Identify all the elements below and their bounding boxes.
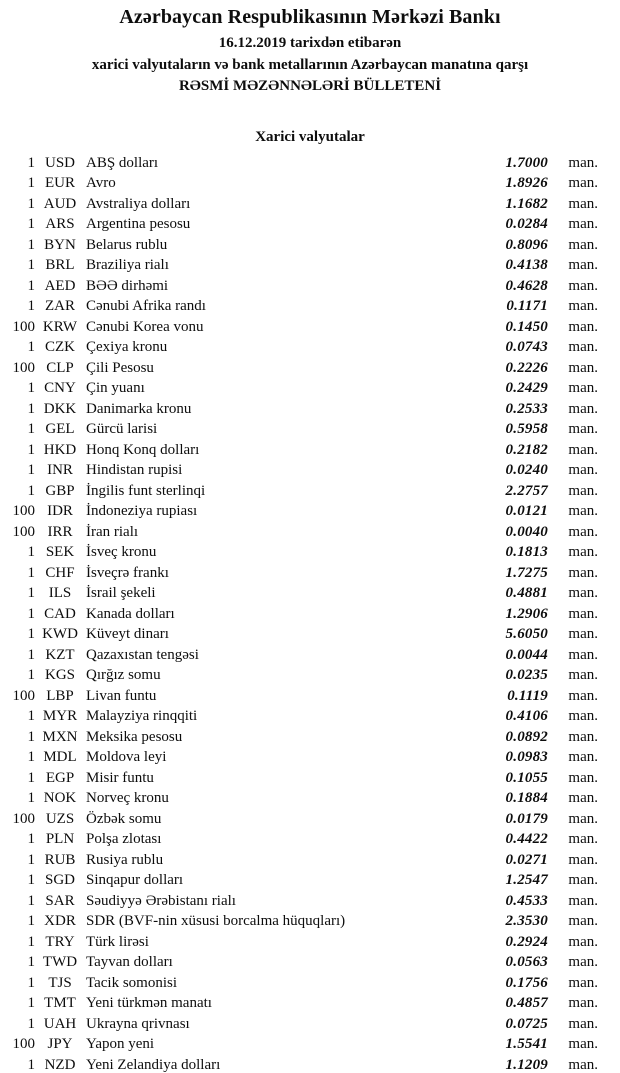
row-currency-code: ZAR [45, 298, 75, 314]
row-rate: 0.0040 [505, 523, 548, 540]
row-unit: man. [568, 175, 598, 191]
table-row [0, 850, 598, 871]
table-row [0, 501, 598, 522]
row-rate: 0.1813 [505, 544, 548, 560]
row-unit: man. [568, 257, 598, 273]
row-quantity: 1 [27, 462, 35, 478]
row-unit: man. [568, 646, 598, 663]
row-quantity: 1 [27, 831, 35, 847]
row-rate: 0.4422 [505, 831, 548, 847]
row-currency-name: Səudiyyə Ərəbistanı rialı [86, 892, 236, 909]
row-quantity: 1 [27, 564, 35, 581]
table-row [0, 870, 598, 891]
row-unit: man. [568, 154, 598, 171]
row-currency-code: SEK [45, 544, 75, 560]
row-rate: 1.8926 [505, 175, 548, 191]
row-unit: man. [568, 359, 598, 376]
row-currency-code: MXN [42, 728, 78, 745]
row-quantity: 1 [27, 1056, 35, 1073]
table-row [0, 727, 598, 748]
row-rate: 0.1884 [505, 790, 548, 806]
row-currency-name: Tayvan dolları [86, 954, 173, 970]
row-quantity: 1 [27, 749, 35, 765]
row-unit: man. [568, 872, 598, 888]
row-rate: 0.2429 [505, 380, 548, 396]
table-row [0, 973, 598, 994]
row-currency-code: IDR [47, 503, 73, 519]
row-rate: 0.0725 [505, 1015, 548, 1032]
row-unit: man. [568, 421, 598, 437]
row-rate: 0.2533 [505, 400, 548, 417]
row-quantity: 100 [12, 318, 35, 335]
row-currency-name: İndoneziya rupiası [86, 503, 198, 519]
subject-line: xarici valyutaların və bank metallarının Azərbaycan manatına qarşı [91, 56, 529, 73]
row-unit: man. [568, 339, 598, 355]
row-quantity: 1 [27, 605, 35, 622]
row-currency-name: Çin yuanı [86, 380, 145, 396]
row-currency-name: Sinqapur dolları [86, 872, 184, 888]
row-unit: man. [568, 708, 598, 724]
row-quantity: 1 [27, 872, 35, 888]
table-row [0, 440, 598, 461]
row-unit: man. [568, 954, 598, 970]
table-row [0, 583, 598, 604]
row-currency-code: DKK [43, 400, 77, 417]
row-currency-name: Özbək somu [86, 810, 162, 827]
table-row [0, 194, 598, 215]
table-row [0, 665, 598, 686]
table-row [0, 522, 598, 543]
table-row [0, 173, 598, 194]
row-unit: man. [568, 482, 598, 499]
row-currency-code: NOK [43, 790, 77, 806]
row-rate: 0.0235 [505, 667, 548, 683]
row-quantity: 1 [27, 728, 35, 745]
row-rate: 1.1209 [505, 1056, 548, 1073]
table-row [0, 932, 598, 953]
row-currency-name: Ukrayna qrivnası [86, 1015, 190, 1032]
row-currency-name: Yeni Zelandiya dolları [86, 1056, 221, 1073]
row-quantity: 1 [27, 790, 35, 806]
row-quantity: 1 [27, 195, 35, 212]
row-currency-code: TJS [48, 974, 72, 991]
row-currency-code: MYR [42, 708, 78, 724]
row-currency-code: BRL [45, 257, 75, 273]
row-currency-name: Cənubi Afrika randı [86, 298, 206, 314]
table-row [0, 542, 598, 563]
row-unit: man. [568, 523, 598, 540]
row-currency-code: CNY [44, 380, 76, 396]
row-currency-name: İsveçrə frankı [86, 564, 169, 581]
row-quantity: 1 [27, 769, 35, 786]
row-quantity: 1 [27, 892, 35, 909]
row-currency-code: AUD [43, 195, 77, 212]
row-currency-name: Tacik somonisi [86, 974, 178, 991]
row-currency-name: Honq Konq dolları [86, 441, 200, 458]
table-row [0, 358, 598, 379]
row-rate: 5.6050 [505, 626, 548, 642]
bulletin-title: RƏSMİ MƏZƏNNƏLƏRİ BÜLLETENİ [178, 78, 442, 94]
row-rate: 0.0284 [505, 216, 548, 232]
row-rate: 0.0240 [505, 462, 548, 478]
row-rate: 1.7000 [505, 154, 548, 171]
row-unit: man. [568, 462, 598, 478]
row-currency-code: AED [44, 277, 76, 294]
row-rate: 0.4857 [505, 995, 548, 1011]
row-quantity: 100 [12, 359, 35, 376]
row-quantity: 100 [12, 810, 35, 827]
row-rate: 0.2924 [505, 933, 548, 950]
row-quantity: 1 [27, 421, 35, 437]
row-currency-code: EGP [45, 769, 75, 786]
row-unit: man. [568, 1015, 598, 1032]
row-currency-name: Moldova leyi [86, 749, 167, 765]
row-currency-code: KWD [42, 626, 78, 642]
row-currency-name: Qazaxıstan tengəsi [86, 646, 199, 663]
row-quantity: 1 [27, 974, 35, 991]
row-currency-code: IRR [47, 523, 73, 540]
row-currency-code: USD [44, 154, 75, 171]
row-quantity: 1 [27, 216, 35, 232]
row-currency-code: INR [47, 462, 73, 478]
row-currency-name: Misir funtu [86, 769, 154, 786]
table-row [0, 460, 598, 481]
row-quantity: 100 [12, 1036, 35, 1052]
table-row [0, 276, 598, 297]
row-rate: 0.0983 [505, 749, 548, 765]
row-currency-name: Livan funtu [86, 687, 157, 704]
row-unit: man. [568, 769, 598, 786]
row-unit: man. [568, 277, 598, 294]
table-row [0, 706, 598, 727]
table-row [0, 645, 598, 666]
row-rate: 0.4628 [505, 277, 548, 294]
row-unit: man. [568, 380, 598, 396]
row-currency-code: RUB [44, 851, 76, 868]
row-currency-name: Yeni türkmən manatı [86, 995, 212, 1011]
row-rate: 0.0271 [505, 851, 548, 868]
row-rate: 0.4138 [505, 257, 548, 273]
row-currency-code: KZT [45, 646, 75, 663]
row-rate: 1.5541 [505, 1036, 548, 1052]
row-currency-name: Çili Pesosu [86, 359, 154, 376]
table-row [0, 337, 598, 358]
row-currency-name: Belarus rublu [86, 236, 168, 253]
row-currency-name: İsrail şekeli [86, 585, 156, 601]
row-rate: 1.1682 [505, 195, 548, 212]
row-unit: man. [568, 605, 598, 622]
row-rate: 0.4881 [505, 585, 548, 601]
row-unit: man. [568, 892, 598, 909]
row-rate: 0.0892 [505, 728, 548, 745]
row-rate: 0.1756 [505, 974, 548, 991]
table-row [0, 911, 598, 932]
row-quantity: 1 [27, 441, 35, 458]
row-unit: man. [568, 790, 598, 806]
table-row [0, 891, 598, 912]
row-currency-name: İran rialı [86, 523, 139, 540]
row-quantity: 100 [12, 687, 35, 704]
table-row [0, 399, 598, 420]
table-row [0, 419, 598, 440]
row-quantity: 1 [27, 257, 35, 273]
row-unit: man. [568, 564, 598, 581]
row-unit: man. [568, 810, 598, 827]
table-row [0, 563, 598, 584]
row-unit: man. [568, 974, 598, 991]
row-rate: 2.3530 [505, 913, 548, 929]
row-currency-name: Polşa zlotası [86, 831, 162, 847]
table-row [0, 768, 598, 789]
row-rate: 0.5958 [505, 421, 548, 437]
row-unit: man. [568, 585, 598, 601]
row-unit: man. [568, 626, 598, 642]
document-header [0, 5, 598, 98]
row-currency-name: Gürcü larisi [86, 421, 158, 437]
row-quantity: 1 [27, 646, 35, 663]
row-rate: 0.2182 [505, 441, 548, 458]
row-rate: 1.2906 [505, 605, 548, 622]
row-rate: 0.0743 [505, 339, 548, 355]
row-quantity: 1 [27, 667, 35, 683]
table-row [0, 1014, 598, 1035]
row-currency-name: Braziliya rialı [86, 257, 169, 273]
row-unit: man. [568, 913, 598, 929]
row-rate: 1.7275 [505, 564, 548, 581]
table-row [0, 255, 598, 276]
row-quantity: 1 [27, 626, 35, 642]
row-quantity: 1 [27, 585, 35, 601]
row-quantity: 1 [27, 482, 35, 499]
row-currency-name: Avstraliya dolları [86, 195, 191, 212]
row-rate: 0.4533 [505, 892, 548, 909]
row-unit: man. [568, 544, 598, 560]
table-row [0, 214, 598, 235]
row-rate: 0.1171 [506, 298, 548, 314]
row-currency-code: SGD [44, 872, 75, 888]
row-currency-code: KRW [42, 318, 78, 335]
row-currency-code: UAH [43, 1015, 77, 1032]
table-row [0, 1034, 598, 1055]
row-unit: man. [568, 298, 598, 314]
row-quantity: 100 [12, 503, 35, 519]
row-currency-code: TRY [45, 933, 75, 950]
rates-table [0, 153, 598, 1073]
row-quantity: 1 [27, 277, 35, 294]
row-currency-name: BƏƏ dirhəmi [86, 277, 169, 294]
row-currency-code: EUR [45, 175, 75, 191]
row-currency-name: Norveç kronu [86, 790, 169, 806]
row-currency-code: CZK [45, 339, 75, 355]
row-rate: 0.8096 [505, 236, 548, 253]
table-row [0, 153, 598, 174]
row-currency-code: ILS [48, 585, 72, 601]
row-quantity: 1 [27, 954, 35, 970]
row-currency-code: GBP [45, 482, 75, 499]
row-rate: 0.1055 [505, 769, 548, 786]
row-quantity: 1 [27, 933, 35, 950]
row-currency-name: ABŞ dolları [86, 154, 159, 171]
row-quantity: 1 [27, 154, 35, 171]
row-currency-code: GEL [45, 421, 75, 437]
table-row [0, 235, 598, 256]
row-quantity: 1 [27, 544, 35, 560]
row-currency-code: KGS [44, 667, 75, 683]
row-currency-name: Türk lirəsi [86, 933, 149, 950]
row-quantity: 1 [27, 1015, 35, 1032]
row-rate: 0.0121 [505, 503, 548, 519]
row-quantity: 1 [27, 298, 35, 314]
row-currency-code: UZS [45, 810, 75, 827]
row-currency-name: Danimarka kronu [86, 400, 192, 417]
row-unit: man. [568, 1056, 598, 1073]
row-currency-name: Rusiya rublu [86, 851, 164, 868]
row-currency-name: İsveç kronu [86, 544, 157, 560]
row-currency-name: Çexiya kronu [86, 339, 168, 355]
effective-date-line: 16.12.2019 tarixdən etibarən [218, 35, 402, 51]
row-rate: 0.4106 [505, 708, 548, 724]
table-row [0, 809, 598, 830]
row-quantity: 1 [27, 851, 35, 868]
row-rate: 0.2226 [505, 359, 548, 376]
row-unit: man. [568, 195, 598, 212]
table-row [0, 481, 598, 502]
row-quantity: 1 [27, 236, 35, 253]
row-unit: man. [568, 933, 598, 950]
row-currency-name: Malayziya rinqqiti [86, 708, 198, 724]
row-currency-code: TMT [44, 995, 76, 1011]
row-quantity: 1 [27, 400, 35, 417]
row-rate: 0.0563 [505, 954, 548, 970]
row-unit: man. [568, 1036, 598, 1052]
section-title-foreign-currencies: Xarici valyutalar [255, 128, 365, 145]
row-quantity: 1 [27, 913, 35, 929]
row-unit: man. [568, 441, 598, 458]
row-currency-name: Avro [86, 175, 116, 191]
row-currency-name: Hindistan rupisi [86, 462, 183, 478]
row-currency-code: CHF [45, 564, 75, 581]
row-quantity: 100 [12, 523, 35, 540]
table-row [0, 747, 598, 768]
table-row [0, 624, 598, 645]
row-unit: man. [568, 667, 598, 683]
row-currency-code: HKD [43, 441, 77, 458]
row-rate: 0.0044 [505, 646, 548, 663]
row-currency-code: PLN [45, 831, 75, 847]
row-unit: man. [568, 749, 598, 765]
row-currency-name: İngilis funt sterlinqi [86, 482, 206, 499]
table-row [0, 788, 598, 809]
row-unit: man. [568, 687, 598, 704]
row-currency-code: CLP [46, 359, 74, 376]
row-currency-name: Qırğız somu [86, 667, 161, 683]
bank-name-title: Azərbaycan Respublikasının Mərkəzi Bankı [119, 6, 501, 28]
row-unit: man. [568, 831, 598, 847]
table-row [0, 1055, 598, 1073]
row-unit: man. [568, 318, 598, 335]
table-row [0, 829, 598, 850]
row-unit: man. [568, 400, 598, 417]
table-row [0, 604, 598, 625]
row-quantity: 1 [27, 380, 35, 396]
row-currency-name: SDR (BVF-nin xüsusi borcalma hüquqları) [86, 913, 346, 929]
row-currency-name: Yapon yeni [86, 1036, 155, 1052]
row-currency-code: TWD [42, 954, 78, 970]
table-row [0, 952, 598, 973]
row-unit: man. [568, 236, 598, 253]
row-rate: 1.2547 [505, 872, 548, 888]
row-rate: 0.1450 [505, 318, 548, 335]
row-unit: man. [568, 851, 598, 868]
row-unit: man. [568, 995, 598, 1011]
row-currency-code: CAD [44, 605, 76, 622]
table-row [0, 686, 598, 707]
row-currency-code: NZD [44, 1056, 76, 1073]
row-currency-name: Kanada dolları [86, 605, 175, 622]
row-quantity: 1 [27, 995, 35, 1011]
row-currency-code: LBP [46, 687, 74, 704]
row-currency-name: Cənubi Korea vonu [86, 318, 204, 335]
row-currency-code: JPY [47, 1036, 73, 1052]
row-currency-code: MDL [43, 749, 77, 765]
row-quantity: 1 [27, 339, 35, 355]
row-unit: man. [568, 216, 598, 232]
table-row [0, 378, 598, 399]
row-quantity: 1 [27, 708, 35, 724]
row-rate: 0.0179 [505, 810, 548, 827]
row-currency-name: Küveyt dinarı [86, 626, 169, 642]
row-currency-name: Meksika pesosu [86, 728, 183, 745]
row-quantity: 1 [27, 175, 35, 191]
row-rate: 2.2757 [505, 482, 548, 499]
row-unit: man. [568, 503, 598, 519]
row-currency-code: BYN [44, 236, 76, 253]
table-row [0, 317, 598, 338]
row-currency-code: XDR [44, 913, 76, 929]
row-currency-name: Argentina pesosu [86, 216, 191, 232]
row-currency-code: ARS [45, 216, 75, 232]
row-currency-code: SAR [45, 892, 75, 909]
row-rate: 0.1119 [507, 687, 548, 704]
table-row [0, 993, 598, 1014]
table-row [0, 296, 598, 317]
row-unit: man. [568, 728, 598, 745]
